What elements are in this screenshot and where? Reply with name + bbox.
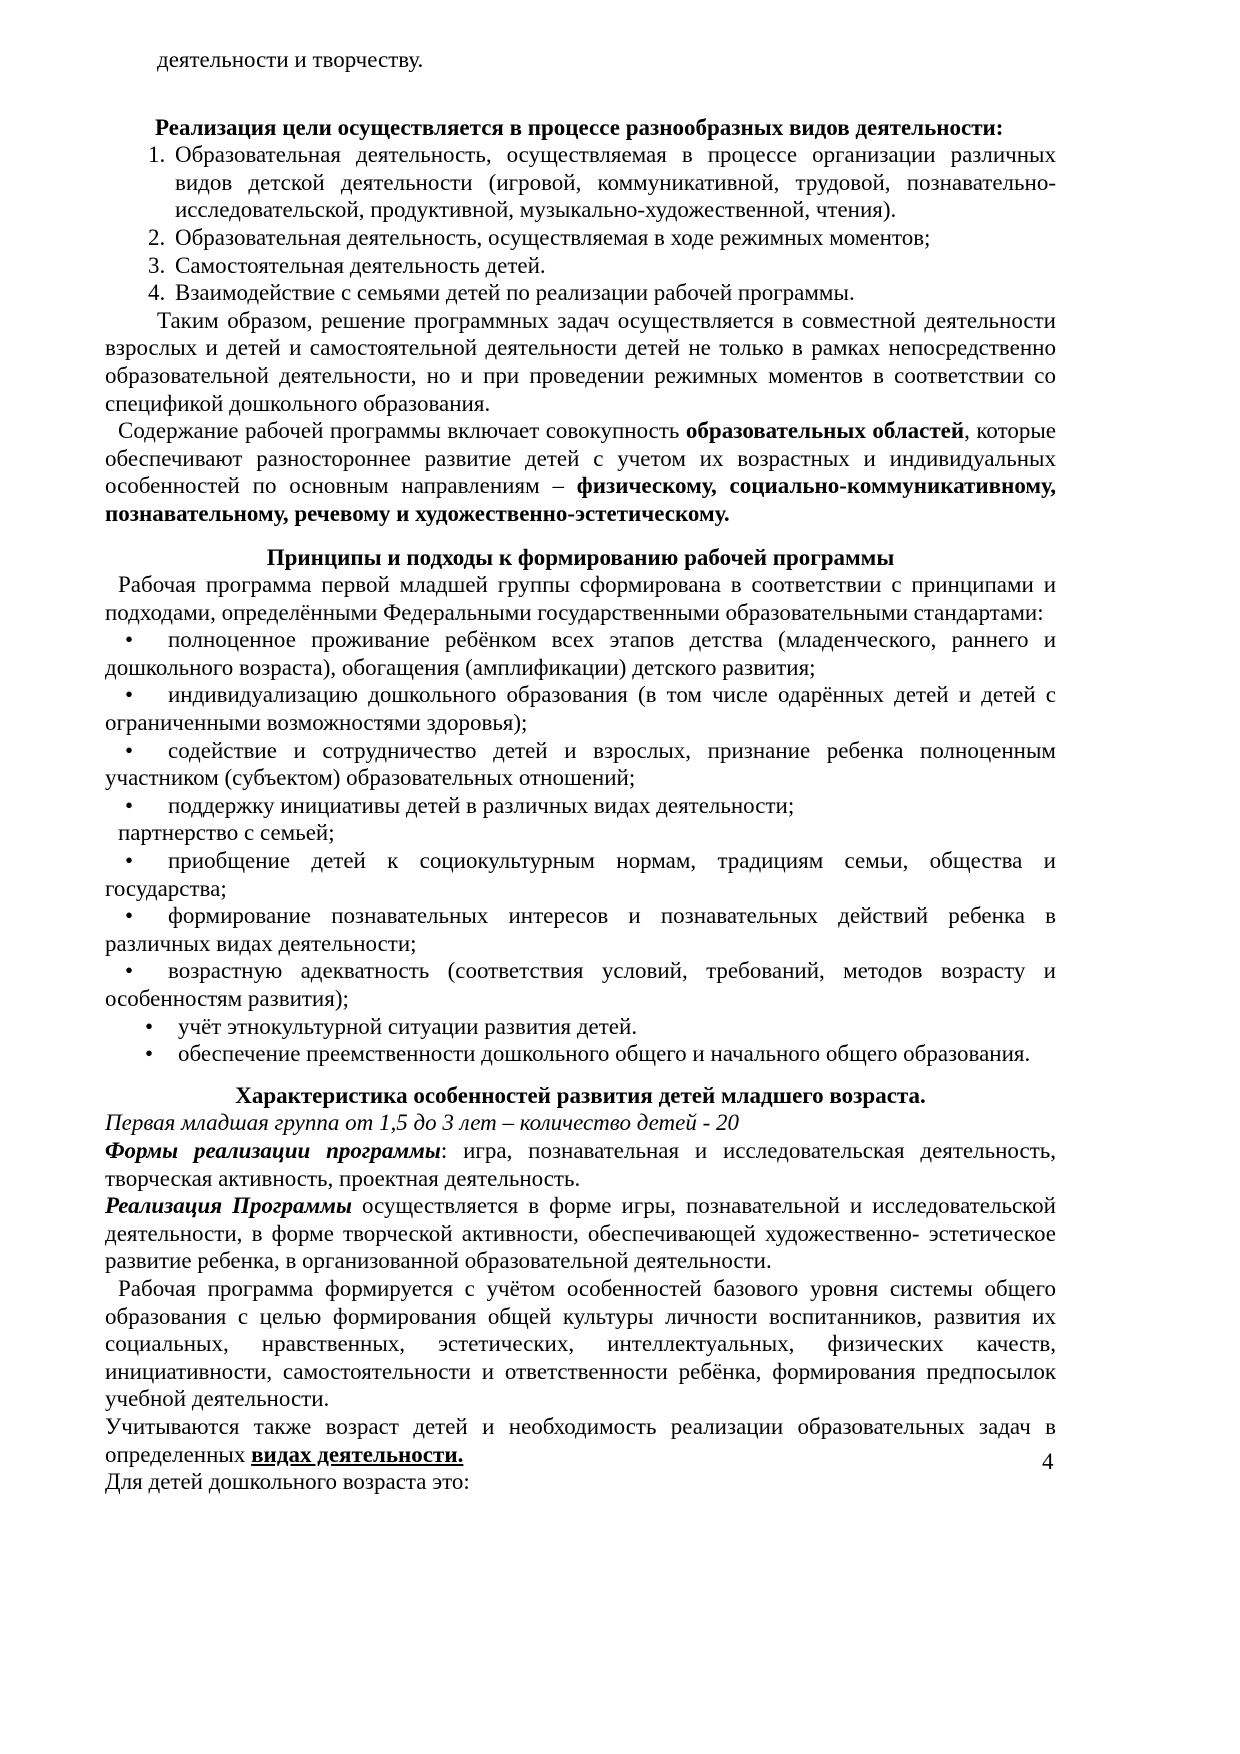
list-item-text: индивидуализацию дошкольного образования (в том числе одарённых детей и детей с ограниченными возможностями здоровья); <box>105 682 1056 736</box>
paragraph-text: Содержание рабочей программы включает совокупность <box>118 418 686 444</box>
paragraph-program-formation: Рабочая программа формируется с учётом особенностей базового уровня системы общего образования с целью формирования общей культуры личности воспитанников, развития их социальных, нравственных, эстетических, интеллектуальных, физических качеств, инициативности, самостоятельности и ответственности ребёнка, формирования предпосылок учебной деятельности. <box>105 1275 1056 1412</box>
list-item-text: приобщение детей к социокультурным нормам, традициям семьи, общества и государства; <box>105 848 1056 901</box>
bold-italic-implementation-lead: Реализация Программы <box>105 1193 353 1219</box>
paragraph-implementation <box>105 1192 1056 1275</box>
list-item-text: содействие и сотрудничество детей и взрослых, признание ребенка полноценным участником (субъектом) образовательных отношений; <box>105 737 1056 791</box>
bullet-icon: • <box>125 792 134 818</box>
list-item <box>105 957 1056 1012</box>
bold-underline-activity-types: видах деятельности. <box>251 1441 464 1467</box>
list-item-text: возрастную адекватность (соответствия условий, требований, методов возрасту и особенностям развития); <box>105 958 1056 1011</box>
list-item <box>105 1040 1056 1068</box>
bullet-icon: • <box>125 958 134 984</box>
paragraph-tasks <box>105 1413 1056 1468</box>
list-item <box>105 279 1056 307</box>
paragraph-group-info: Первая младшая группа от 1,5 до 3 лет – количество детей - 20 <box>105 1110 740 1136</box>
section-heading-principles: Принципы и подходы к формированию рабочей программы <box>266 544 895 570</box>
paragraph-summary: Таким образом, решение программных задач осуществляется в совместной деятельности взрослых и детей и самостоятельной деятельности детей не только в рамках непосредственно образовательной деятельности, но и при проведении режимных моментов в соответствии со спецификой дошкольного образования. <box>105 307 1056 416</box>
list-item <box>105 224 1056 252</box>
list-item <box>105 1013 1056 1041</box>
bold-text-education-areas: образовательных областей <box>685 418 965 444</box>
bold-italic-forms-lead: Формы реализации программы <box>105 1137 441 1163</box>
list-item-text: поддержку инициативы детей в различных видах деятельности; <box>168 792 795 818</box>
bullet-icon: • <box>125 627 134 653</box>
list-item-text: учёт этнокультурной ситуации развития детей. <box>178 1013 638 1039</box>
bullet-icon: • <box>145 1041 154 1067</box>
principles-list <box>105 626 1056 1068</box>
paragraph-principles-intro: Рабочая программа первой младшей группы сформирована в соответствии с принципами и подходами, определёнными Федеральными государственными образовательными стандартами: <box>105 572 1056 625</box>
list-item-text: Самостоятельная деятельность детей. <box>175 252 546 278</box>
section-heading-characteristics: Характеристика особенностей развития детей младшего возраста. <box>235 1082 926 1108</box>
list-item <box>105 847 1056 902</box>
paragraph-text: , которые обеспечивают разностороннее развитие детей с учетом их возрастных и индивидуальных особенностей по основным направлениям – <box>105 418 1057 499</box>
list-number: 1. <box>148 142 166 168</box>
activities-list <box>105 141 1056 307</box>
list-item <box>105 252 1056 280</box>
bullet-icon: • <box>125 737 134 763</box>
paragraph-text: : игра, познавательная и исследовательская деятельность, творческая активность, проектная деятельность. <box>105 1137 1056 1191</box>
list-item-text: Образовательная деятельность, осуществляемая в процессе организации различных видов детской деятельности (игровой, коммуникативной, трудовой, познавательно-исследовательской, продуктивной, музыкально-художественной, чтения). <box>175 142 1056 223</box>
section-heading-activities: Реализация цели осуществляется в процессе разнообразных видов деятельности: <box>155 114 1004 140</box>
list-item-text: обеспечение преемственности дошкольного общего и начального общего образования. <box>178 1041 1031 1067</box>
bullet-icon: • <box>125 848 134 874</box>
paragraph-partnership: партнерство с семьей; <box>118 820 335 846</box>
paragraph-content-areas <box>105 417 1056 527</box>
list-item-text: формирование познавательных интересов и познавательных действий ребенка в различных видах деятельности; <box>105 903 1056 956</box>
page-number: 4 <box>1042 1449 1054 1474</box>
list-item <box>105 902 1056 957</box>
list-item <box>105 681 1056 736</box>
list-item-text: полноценное проживание ребёнком всех этапов детства (младенческого, раннего и дошкольного возраста), обогащения (амплификации) детского развития; <box>105 627 1056 680</box>
list-item <box>105 737 1056 792</box>
paragraph-text: осуществляется в форме игры, познавательной и исследовательской деятельности, в форме творческой активности, обеспечивающей художественно- эстетическое развитие ребенка, в организованной образовательной деятельности. <box>105 1193 1056 1274</box>
list-number: 4. <box>148 280 166 306</box>
bullet-icon: • <box>145 1013 154 1039</box>
list-item-text: Образовательная деятельность, осуществляемая в ходе режимных моментов; <box>175 224 931 250</box>
bullet-icon: • <box>125 682 134 708</box>
list-item <box>105 626 1056 681</box>
list-item <box>105 792 1056 820</box>
list-item-text: Взаимодействие с семьями детей по реализации рабочей программы. <box>175 280 855 306</box>
bold-text-directions: физическому, социально-коммуникативному, познавательному, речевому и художественно-эстетическому. <box>105 473 1057 526</box>
paragraph-closing: Для детей дошкольного возраста это: <box>105 1469 470 1495</box>
list-number: 3. <box>148 252 166 278</box>
paragraph-text: Учитываются также возраст детей и необходимость реализации образовательных задач в определенных <box>105 1413 1056 1467</box>
paragraph-forms <box>105 1137 1056 1192</box>
list-item <box>105 141 1056 224</box>
paragraph-lead-fragment: деятельности и творчеству. <box>157 47 424 72</box>
list-number: 2. <box>148 224 166 250</box>
bullet-icon: • <box>125 903 134 929</box>
